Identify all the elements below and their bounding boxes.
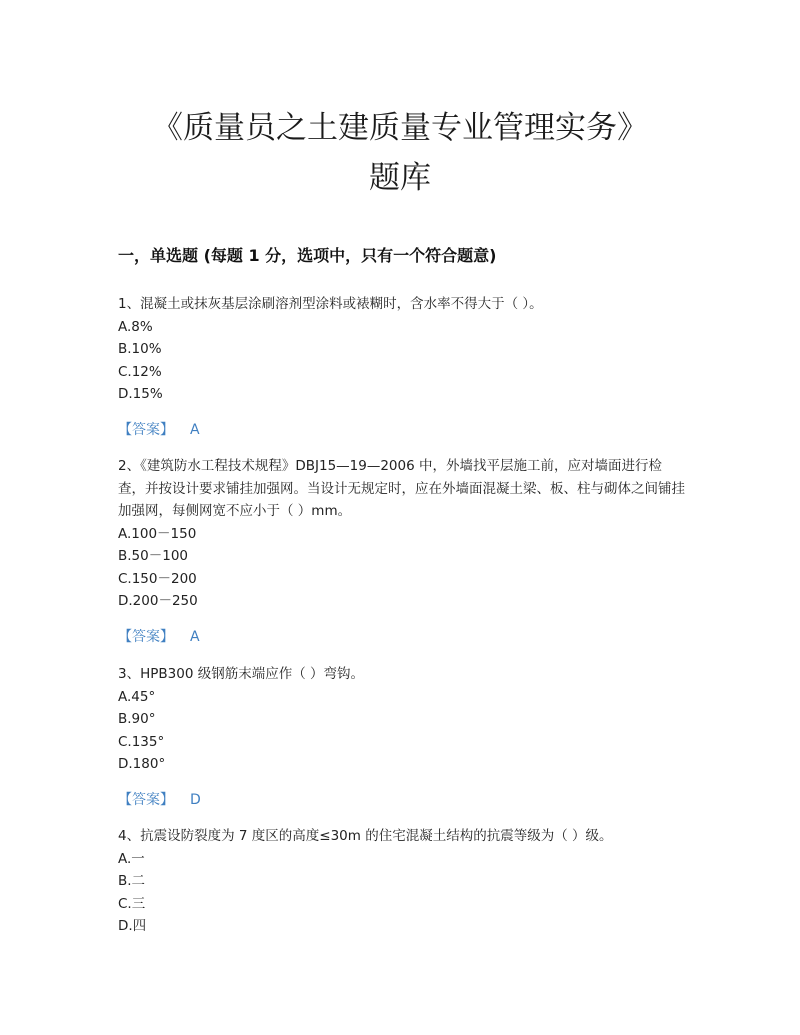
option-b: B.10% [118,341,162,357]
answer-label: 【答案】 [118,791,174,808]
answer-line [118,626,688,648]
option-d: D.15% [118,386,163,402]
answer-value: A [190,628,200,645]
option-c: C.12% [118,363,162,380]
question-2 [118,455,688,648]
option-d: D.180° [118,756,166,772]
option-b: B.50－100 [118,548,188,564]
question-stem: 4、抗震设防裂度为 7 度区的高度≤30m 的住宅混凝土结构的抗震等级为（ ）级。 [118,828,613,844]
answer-value: D [190,791,201,808]
document-title [0,103,800,203]
option-a: A.100－150 [118,525,197,542]
title-line-1: 《质量员之土建质量专业管理实务》 [152,110,648,146]
question-1 [118,293,688,441]
option-b: B.二 [118,873,146,889]
option-c: C.135° [118,733,165,750]
answer-line [118,419,688,441]
question-stem: 1、混凝土或抹灰基层涂刷溶剂型涂料或裱糊时，含水率不得大于（ ）。 [118,296,543,312]
answer-label: 【答案】 [118,628,174,645]
option-a: A.一 [118,850,145,867]
option-c: C.150－200 [118,570,197,587]
title-line-2: 题库 [369,160,431,196]
option-b: B.90° [118,711,156,727]
answer-value: A [190,421,200,438]
answer-label: 【答案】 [118,421,174,438]
option-d: D.四 [118,918,147,934]
option-c: C.三 [118,895,146,912]
question-3 [118,663,688,811]
question-4 [118,825,688,938]
question-stem: 2、《建筑防水工程技术规程》DBJ15—19—2006 中，外墙找平层施工前，应对墙面进行检查，并按设计要求铺挂加强网。当设计无规定时，应在外墙面混凝土梁、板、柱与砌体之间铺挂加强网，每侧网宽不应小于（ ）mm。 [118,458,685,519]
section-heading: 一，单选题 (每题 1 分，选项中，只有一个符合题意) [118,246,497,265]
option-a: A.45° [118,688,156,705]
option-d: D.200－250 [118,593,198,609]
question-stem: 3、HPB300 级钢筋末端应作（ ）弯钩。 [118,666,364,682]
option-a: A.8% [118,318,153,335]
answer-line [118,789,688,811]
